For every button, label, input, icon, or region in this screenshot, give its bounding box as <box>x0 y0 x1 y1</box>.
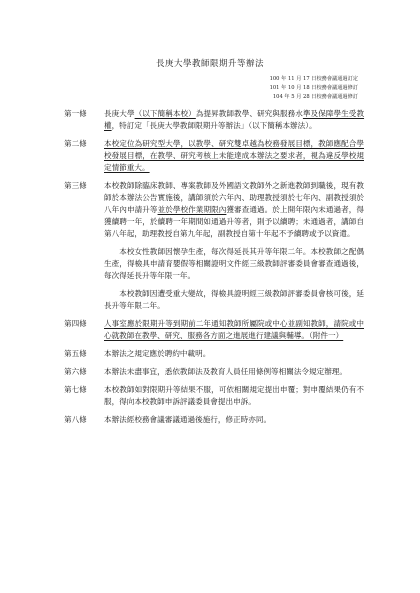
article-label: 第五條 <box>64 349 87 358</box>
article-body <box>104 108 364 132</box>
article-text: 本辦法未盡事宜，悉依教師法及教育人員任用條例等相關法令規定辦理。 <box>104 367 347 376</box>
article-paragraph <box>104 108 364 132</box>
article-1 <box>64 108 364 132</box>
article-text: 本校教師因遭受重大變故，得檢具證明經三級教師評審委員會核可後，延長升等年限二年。 <box>104 289 364 310</box>
article-label: 第一條 <box>64 109 87 118</box>
article-label: 第七條 <box>64 385 87 394</box>
article-text: 為提昇教師教學、研究與服務水 <box>195 109 303 118</box>
article-body <box>104 384 364 408</box>
amended-text: 並於學校作業期限內 <box>157 205 227 214</box>
article-label: 第二條 <box>64 139 87 148</box>
article-paragraph <box>104 384 364 408</box>
article-2 <box>64 138 364 174</box>
article-paragraph <box>104 366 364 378</box>
article-text: ，特訂定「長庚大學教師限期升等辦法」（以下簡稱本辦法）。 <box>111 121 317 130</box>
article-body <box>104 366 364 378</box>
article-list <box>64 108 364 432</box>
article-paragraph <box>104 414 364 426</box>
article-text: 本辦法經校務會議審議通過後施行，修正時亦同。 <box>104 415 272 424</box>
amended-text: 本校定位為研究型大學，以教學、研究雙卓越為校務發展目標，教師應配合學校發展目標，在教學、研究考核上未能達成本辦法之要求者，視為違反學校規定情節重大。 <box>104 139 364 172</box>
article-label: 第八條 <box>64 415 87 424</box>
revision-line: 104 年 5 月 28 日校務會議通過修訂 <box>272 94 358 100</box>
article-6 <box>64 366 364 378</box>
article-text: 本校教師如對限期升等結果不服，可依相關規定提出申覆；對申覆結果仍有不服，得向本校教師申訴評議委員會提出申訴。 <box>104 385 364 406</box>
article-body <box>104 180 364 312</box>
article-label: 第三條 <box>64 181 87 190</box>
article-7 <box>64 384 364 408</box>
article-body <box>104 414 364 426</box>
article-text: 獲審查通過。於上開年限內未通過者，得獲續聘一年，於續聘一年期間如通過升等者，則予以續聘；未通過者，講師自第八年起，助理教授自第九年起，副教授自第十年起不予續聘或予以資遣。 <box>104 205 365 238</box>
article-8 <box>64 414 364 426</box>
article-3 <box>64 180 364 312</box>
article-paragraph <box>104 138 364 174</box>
article-paragraph <box>104 318 364 342</box>
article-body <box>104 348 364 360</box>
amended-text: （以下簡稱本校） <box>134 109 196 118</box>
article-text: 本辦法之規定應於聘約中載明。 <box>104 349 211 358</box>
article-label: 第六條 <box>64 367 87 376</box>
article-4 <box>64 318 364 342</box>
amended-text: 準及保障學生受教權 <box>104 109 365 130</box>
article-body <box>104 138 364 174</box>
article-paragraph <box>104 180 364 240</box>
amended-text: 人事室應於限期升等到期前二年通知教師所屬院或中心並副知教師，請院或中心就教師在教學、研究、服務各方面之進展進行建議與輔導。（附件一） <box>104 319 364 340</box>
article-label: 第四條 <box>64 319 87 328</box>
revision-line: 101 年 10 月 18 日校務會議通過修訂 <box>269 85 358 91</box>
article-body <box>104 318 364 342</box>
article-paragraph <box>104 288 364 312</box>
article-5 <box>64 348 364 360</box>
article-text: 本校教師除臨床教師、專案教師及外國語文教師外之新進教師到職後，現有教師於本辦法公告實施後，講師須於六年內、助理教授須於七年內、副教授須於八年內申請升等 <box>104 181 364 214</box>
article-paragraph <box>104 246 364 282</box>
document-title: 長庚大學教師限期升等辦法 <box>155 59 264 69</box>
article-paragraph <box>104 348 364 360</box>
article-text: 長庚大學 <box>104 109 135 118</box>
article-text: 本校女性教師因懷孕生產，每次得延長其升等年限二年。本校教師之配偶生產，得檢具申請育嬰假等相關證明文件經三級教師評審委員會審查通過後，每次得延長升等年限一年。 <box>104 247 364 280</box>
revision-line: 100 年 11 月 17 日校務會議通過訂定 <box>269 76 358 82</box>
revision-history <box>270 75 358 102</box>
